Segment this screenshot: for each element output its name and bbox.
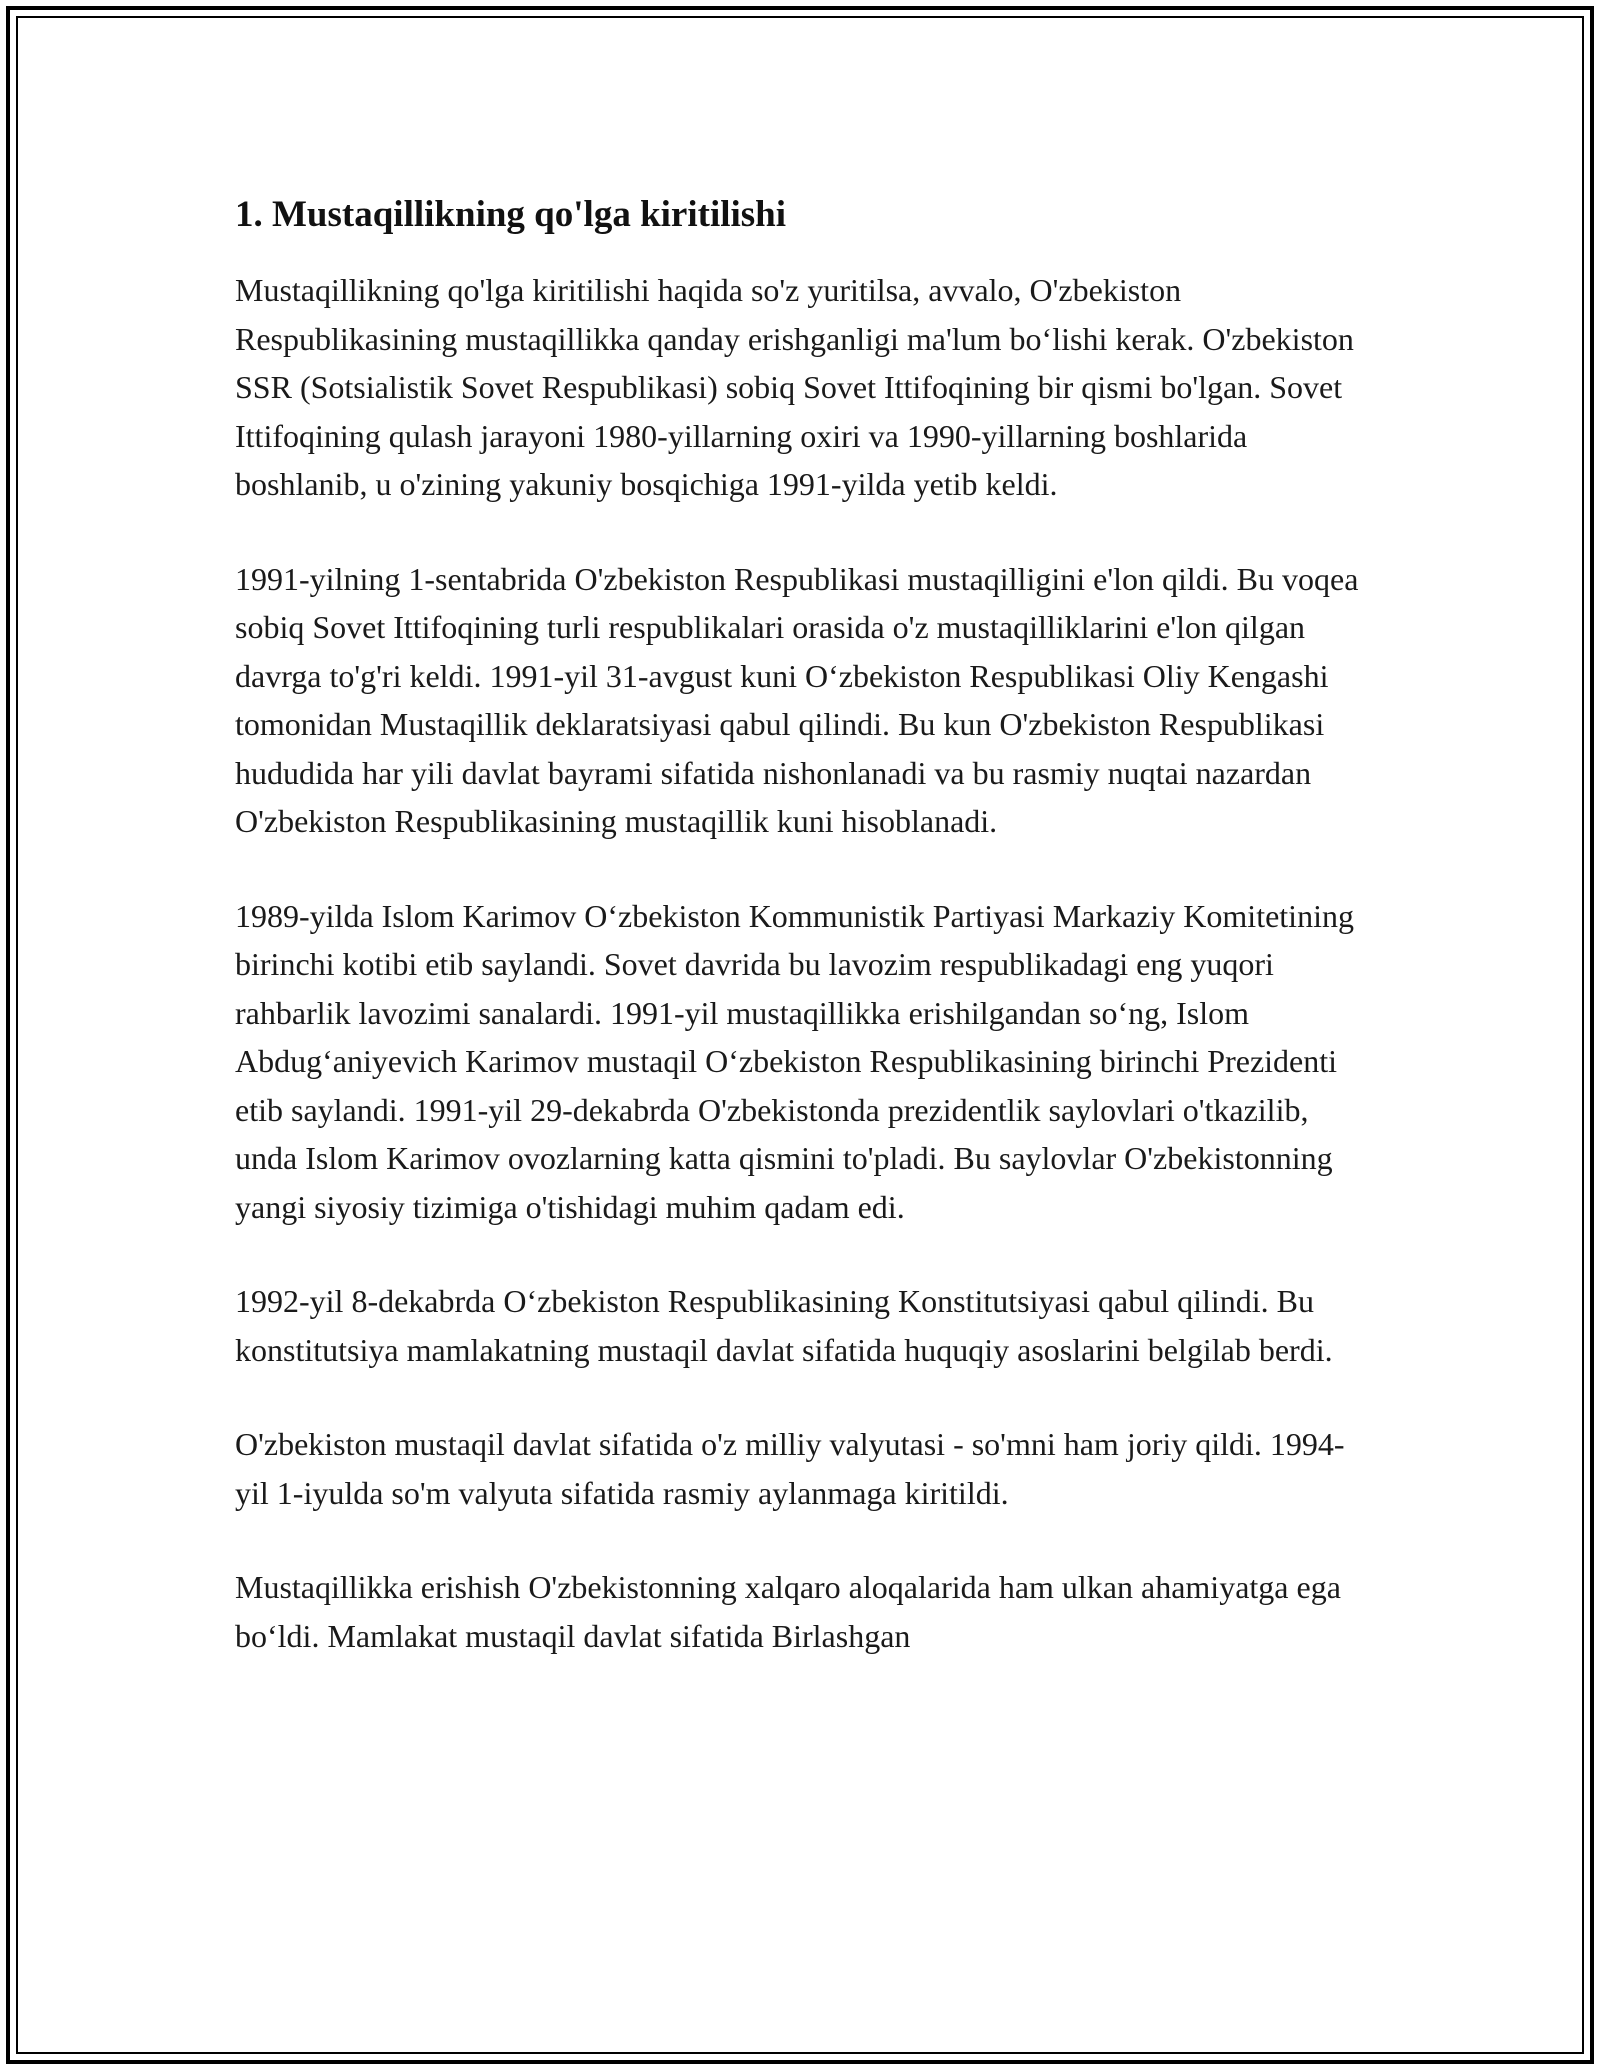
paragraph-6: Mustaqillikka erishish O'zbekistonning xalqaro aloqalarida ham ulkan ahamiyatga ega bo‘ldi. Mamlakat mustaqil davlat sifatida Birlashgan — [235, 1569, 1341, 1654]
paragraph-1: Mustaqillikning qo'lga kiritilishi haqida so'z yuritilsa, avvalo, O'zbekiston Respublikasining mustaqillikka qanday erishganligi ma'lum bo‘lishi kerak. O'zbekiston SSR (Sotsialistik Sovet Respublikasi) sobiq Sovet Ittifoqining bir qismi bo'lgan. Sovet Ittifoqining qulash jarayoni 1980-yillarning oxiri va 1990-yillarning boshlarida boshlanib, u o'zining yakuniy bosqichiga 1991-yilda yetib keldi. — [235, 272, 1354, 502]
paragraph-5: O'zbekiston mustaqil davlat sifatida o'z milliy valyutasi - so'mni ham joriy qildi. 1994-yil 1-iyulda so'm valyuta sifatida rasmiy aylanmaga kiritildi. — [235, 1426, 1345, 1511]
document-body — [235, 190, 1370, 1706]
paragraph-2: 1991-yilning 1-sentabrida O'zbekiston Respublikasi mustaqilligini e'lon qildi. Bu voqea sobiq Sovet Ittifoqining turli respublikalari orasida o'z mustaqilliklarini e'lon qilgan davrga to'g'ri keldi. 1991-yil 31-avgust kuni O‘zbekiston Respublikasi Oliy Kengashi tomonidan Mustaqillik deklaratsiyasi qabul qilindi. Bu kun O'zbekiston Respublikasi hududida har yili davlat bayrami sifatida nishonlanadi va bu rasmiy nuqtai nazardan O'zbekiston Respublikasining mustaqillik kuni hisoblanadi. — [235, 560, 1359, 839]
paragraph-3: 1989-yilda Islom Karimov O‘zbekiston Kommunistik Partiyasi Markaziy Komitetining birinchi kotibi etib saylandi. Sovet davrida bu lavozim respublikadagi eng yuqori rahbarlik lavozimi sanalardi. 1991-yil mustaqillikka erishilgandan so‘ng, Islom Abdug‘aniyevich Karimov mustaqil O‘zbekiston Respublikasining birinchi Prezidenti etib saylandi. 1991-yil 29-dekabrda O'zbekistonda prezidentlik saylovlari o'tkazilib, unda Islom Karimov ovozlarning katta qismini to'pladi. Bu saylovlar O'zbekistonning yangi siyosiy tizimiga o'tishidagi muhim qadam edi. — [235, 897, 1354, 1225]
section-heading: 1. Mustaqillikning qo'lga kiritilishi — [235, 194, 787, 235]
paragraph-4: 1992-yil 8-dekabrda O‘zbekiston Respublikasining Konstitutsiyasi qabul qilindi. Bu konstitutsiya mamlakatning mustaqil davlat sifatida huquqiy asoslarini belgilab berdi. — [235, 1283, 1333, 1368]
